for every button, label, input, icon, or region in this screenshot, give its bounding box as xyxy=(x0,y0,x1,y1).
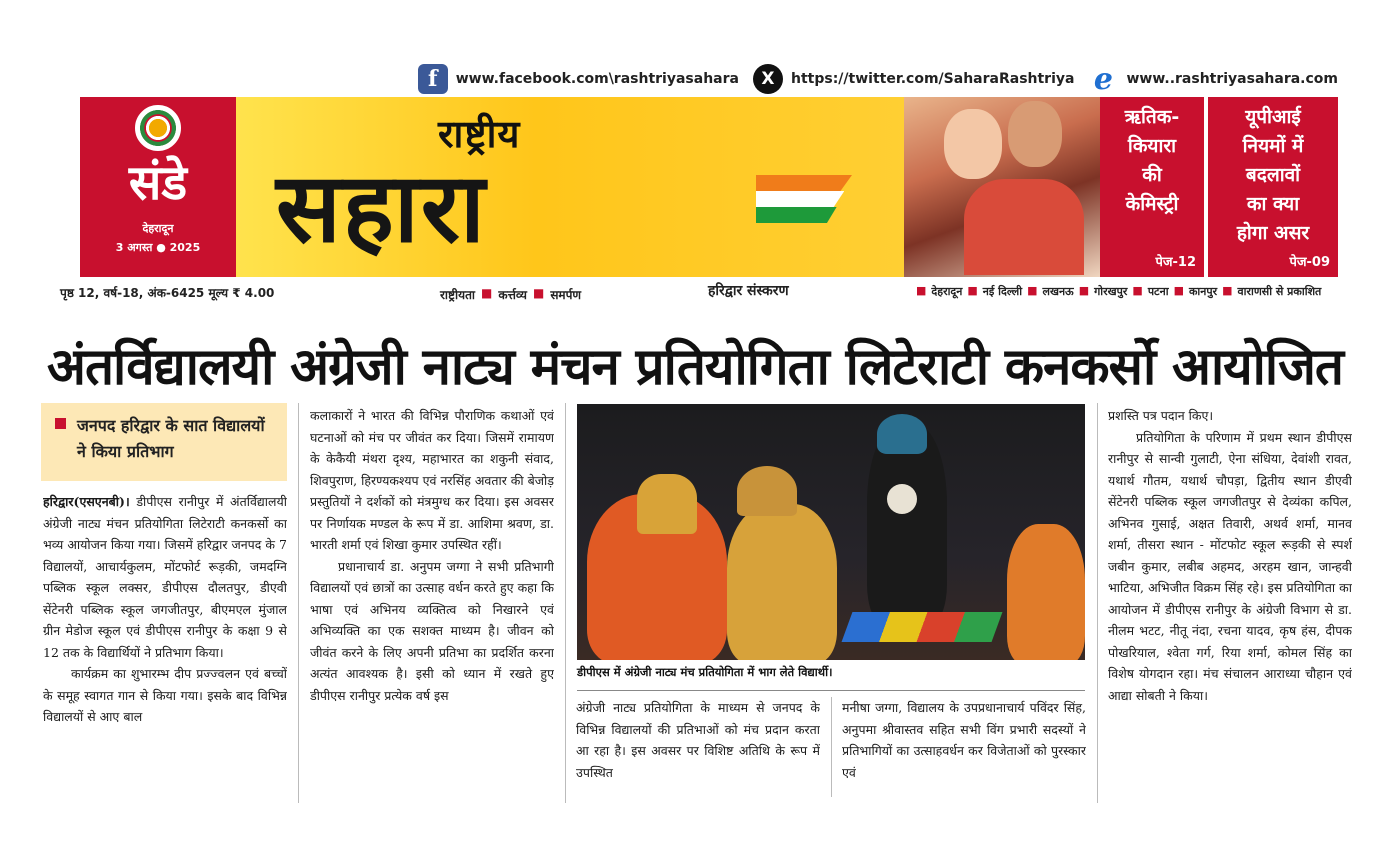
x-icon: X xyxy=(753,64,783,94)
promo-photo[interactable] xyxy=(904,97,1100,277)
edition-city: देहरादून xyxy=(142,222,174,235)
brand-small: राष्ट्रीय xyxy=(438,112,521,156)
info-strip xyxy=(40,281,1338,301)
edition-date: 3 अगस्त ● 2025 xyxy=(115,241,201,254)
promo-box-2[interactable] xyxy=(1208,97,1338,277)
promo-text-2: यूपीआई नियमों में बदलावों का क्या होगा असर xyxy=(1236,106,1310,244)
article-column-1: हरिद्वार(एसएनबी)। डीपीएस रानीपुर में अंतर्विद्यालयी अंग्रेजी नाट्य मंचन प्रतियोगिता लिटेराटी कनकर्सो का भव्य आयोजन किया गया। जिसमें हरिद्वार जनपद के 7 विद्यालयों, आचार्यकुलम, मोंटफोर्ट रूड़की, जमदग्नि पब्लिक स्कूल लक्सर, डीपीएस दौलतपुर, डीएवी सेंटेनरी पब्लिक स्कूल जगजीतपुर, बीएमएल मुंजाल ग्रीन मेडोज स्कूल एवं डीपीएस रानीपुर के कक्षा 9 से 12 तक के विद्यार्थियों ने प्रतिभाग किया। कार्यक्रम का शुभारम्भ दीप प्रज्ज्वलन एवं बच्चों के समूह स्वागत गान से किया गया। इसके बाद विभिन्न विद्यालयों से आए बाल xyxy=(43,494,287,724)
sunday-badge xyxy=(80,97,236,277)
twitter-url[interactable]: https://twitter.com/SaharaRashtriya xyxy=(790,71,1075,87)
web-group xyxy=(1088,61,1338,97)
brand-big: सहारा xyxy=(276,152,487,264)
dateline: हरिद्वार(एसएनबी)। xyxy=(43,494,130,509)
promo-box-1[interactable] xyxy=(1100,97,1204,277)
tricolor-flag-icon xyxy=(756,175,852,223)
twitter-group xyxy=(753,64,1074,94)
article-column-5: प्रशस्ति पत्र पदान किए। प्रतियोगिता के परिणाम में प्रथम स्थान डीपीएस रानीपुर से सान्वी गुलाटी, ऐना संधिया, देवांशी रावत, यथार्थ गौतम, यथार्थ चौपड़ा, द्वितीय स्थान डीएवी सेंटेनरी पब्लिक स्कूल जगजीतपुर से देव्यंका कपिल, अभिनव गुसाई, अक्षत तिवारी, अथर्व शर्मा, मानव शर्मा, तीसरा स्थान - मोंटफोट स्कूल रूड़की से स्पर्श जबीन कुमार, लबीब अहमद, अरहम खान, जान्हवी भाटिया, अभिजीत विक्रम सिंह रहे। इस प्रतियोगिता का आयोजन में डीपीएस रानीपुर के अंग्रेजी विभाग से डा. नीलम भटट, नीतू नंदा, रचना यादव, कृष हंस, दीपक पोखरियाल, श्वेता गर्ग, रिया शर्मा, कोमल सिंह का विशेष योगदान रहा। मंच संचालन आराध्या चौहान एवं आद्या सोबती ने किया। xyxy=(1108,408,1352,703)
sunday-label: संडे xyxy=(128,155,188,211)
subhead-text: जनपद हरिद्वार के सात विद्यालयों ने किया प्रतिभाग xyxy=(77,416,265,461)
website-url[interactable]: www..rashtriyasahara.com xyxy=(1126,71,1338,87)
subhead-box xyxy=(41,403,287,481)
article-headline: अंतर्विद्यालयी अंग्रेजी नाट्य मंचन प्रतियोगिता लिटेराटी कनकर्सो आयोजित xyxy=(47,338,1343,397)
article-column-2: कलाकारों ने भारत की विभिन्न पौराणिक कथाओं एवं घटनाओं को मंच पर जीवंत कर दिया। जिसमें रामायण के केकैयी मंथरा दृश्य, महाभारत का शकुनी संवाद, शिवपुराण, हिरण्यकश्यप एवं नरसिंह अवतार की बेजोड़ प्रस्तुतियों ने दर्शकों को मंत्रमुग्ध कर दिया। इस अवसर पर निर्णायक मण्डल के रूप में डा. आशिमा श्रवण, डा. भारती शर्मा एवं शिखा कुमार उपस्थित रहीं। प्रधानाचार्य डा. अनुपम जग्गा ने सभी प्रतिभागी विद्यालयों एवं छात्रों का उत्साह वर्धन करते हुए कहा कि भाषा एवं अभिनय व्यक्तित्व को निखारने एवं अभिव्यक्ति का एक सशक्त माध्यम है। जीवन को जीवंत करने के लिए अपनी प्रतिभा का प्रदर्शित करना अत्यंत आवश्यक है। इसी को ध्यान में रखते हुए डीपीएस रानीपुर प्रत्येक वर्ष इस xyxy=(310,408,554,703)
motto: राष्ट्रीयता ■ कर्त्तव्य ■ समर्पण xyxy=(440,286,582,302)
promo-page-1: पेज-12 xyxy=(1155,255,1196,270)
facebook-url[interactable]: www.facebook.com\rashtriyasahara xyxy=(455,71,739,87)
edition-name: हरिद्वार संस्करण xyxy=(708,283,789,299)
promo-text-1: ऋतिक- कियारा की केमिस्ट्री xyxy=(1124,106,1180,215)
social-bar xyxy=(40,62,1338,96)
facebook-icon: f xyxy=(418,64,448,94)
issue-info: पृष्ठ 12, वर्ष-18, अंक-6425 मूल्य ₹ 4.00 xyxy=(60,286,275,300)
publishing-cities: ■ देहरादून ■ नई दिल्ली ■ लखनऊ ■ गोरखपुर ■ पटना ■ कानपुर ■ वाराणसी से प्रकाशित xyxy=(916,284,1322,298)
facebook-group xyxy=(418,64,739,94)
bullet-square-icon xyxy=(55,418,66,429)
internet-explorer-icon: e xyxy=(1093,61,1114,97)
promo-page-2: पेज-09 xyxy=(1289,255,1330,270)
photo-caption: डीपीएस में अंग्रेजी नाट्य मंच प्रतियोगिता में भाग लेते विद्यार्थी। xyxy=(577,665,833,679)
article-column-4: मनीषा जग्गा, विद्यालय के उपप्रधानाचार्य पविंदर सिंह, अनुपमा श्रीवास्तव सहित सभी विंग प्रभारी सदस्यों ने प्रतिभागियों का उत्साहवर्धन कर विजेताओं को पुरस्कार एवं xyxy=(842,700,1086,780)
sahara-emblem-icon xyxy=(135,105,181,151)
article-column-3: अंग्रेजी नाट्य प्रतियोगिता के माध्यम से जनपद के विभिन्न विद्यालयों की प्रतिभाओं को मंच प्रदान करता आ रहा है। इस अवसर पर विशिष्ट अतिथि के रूप में उपस्थित xyxy=(576,700,820,780)
brand-logo xyxy=(236,97,904,277)
article-photo[interactable] xyxy=(577,404,1085,660)
